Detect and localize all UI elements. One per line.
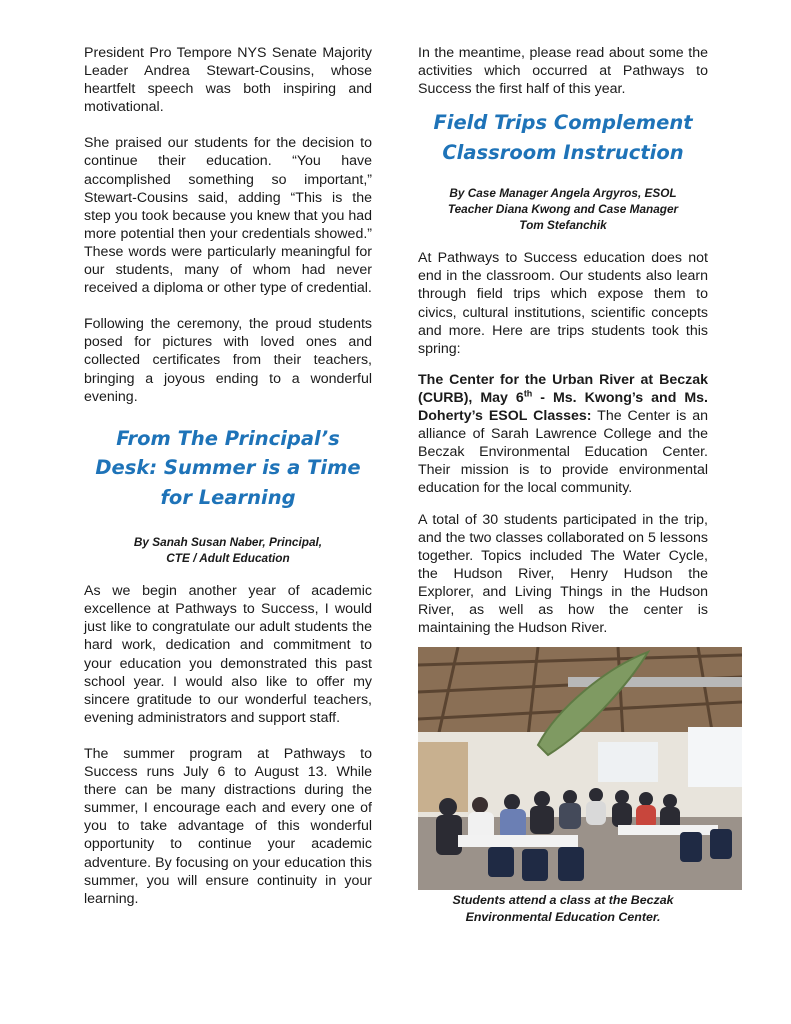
article-paragraph: Following the ceremony, the proud students posed for pictures with loved ones and collected certificates from their teachers, bringing a joyous ending to a wonderful evening. (84, 316, 372, 405)
right-column (418, 44, 708, 926)
headline-line: Classroom Instruction (442, 140, 684, 164)
field-trips-headline (418, 108, 708, 167)
byline-line: Teacher Diana Kwong and Case Manager (447, 202, 679, 217)
article-paragraph: The summer program at Pathways to Success runs July 6 to August 13. While there can be many distractions during the summer, I encourage each and every one of you to take advantage of this wonderful opportunity to continue your academic adventure. By focusing on your education this summer, you will ensure continuity in your learning. (84, 745, 372, 907)
article-paragraph: President Pro Tempore NYS Senate Majority Leader Andrea Stewart-Cousins, whose heartfelt speech was both inspiring and motivational. (84, 45, 372, 116)
article-paragraph: As we begin another year of academic excellence at Pathways to Success, I would just like to congratulate our adult students the hard work, dedication and commitment to your education you demonstrated this past school year. I would also like to offer my sincere gratitude to our wonderful teachers, evening administrators and support staff. (84, 583, 372, 726)
article-paragraph: A total of 30 students participated in the trip, and the two classes collaborated on 5 lessons together. Topics included The Water Cycle, the Hudson River, Henry Hudson the Explorer, and Living Things in the Hudson River, as well as how the center is maintaining the Hudson River. (418, 511, 708, 637)
byline-line: CTE / Adult Education (166, 551, 290, 566)
left-column (84, 44, 372, 926)
article-paragraph: She praised our students for the decision to continue their education. “You have accomplished something so important,” Stewart-Cousins said, adding “This is the step you took because you knew that you had more potential then your credentials showed.” These words were particularly meaningful for our students, many of whom had never received a diploma or other type of credential. (84, 135, 372, 297)
photo-caption (418, 892, 708, 926)
caption-line: Students attend a class at the Beczak (452, 893, 674, 908)
ordinal-suffix: th (523, 388, 533, 399)
curb-trip-paragraph (418, 371, 708, 498)
field-trips-byline (418, 185, 708, 233)
curb-trip-description: The Center is an alliance of Sarah Lawrence College and the Beczak Environmental Education Center. Their mission is to provide environmental education for the local community. (418, 408, 708, 497)
classroom-photo-illustration (418, 647, 742, 890)
byline-line: By Sanah Susan Naber, Principal, (133, 535, 323, 550)
article-paragraph: At Pathways to Success education does not end in the classroom. Our students also learn through field trips which expose them to civics, cultural institutions, scientific concepts and more. Here are trips students took this spring: (418, 250, 708, 357)
byline-line: By Case Manager Angela Argyros, ESOL (449, 186, 677, 201)
headline-line: Field Trips Complement (433, 111, 693, 135)
principals-desk-byline (84, 534, 372, 566)
curb-lead-text: The Center for the Urban River at Beczak (CURB), May 6 (418, 371, 708, 406)
classroom-photo (418, 647, 742, 890)
curb-lead-classes: - Ms. Kwong’s and Ms. Doherty’s ESOL Classes: (418, 389, 709, 425)
principals-desk-headline: From The Principal’s Desk: Summer is a Time for Learning (95, 426, 361, 509)
caption-line: Environmental Education Center. (465, 910, 661, 925)
byline-line: Tom Stefanchik (519, 218, 607, 233)
article-paragraph: In the meantime, please read about some the activities which occurred at Pathways to Success the first half of this year. (418, 45, 708, 98)
